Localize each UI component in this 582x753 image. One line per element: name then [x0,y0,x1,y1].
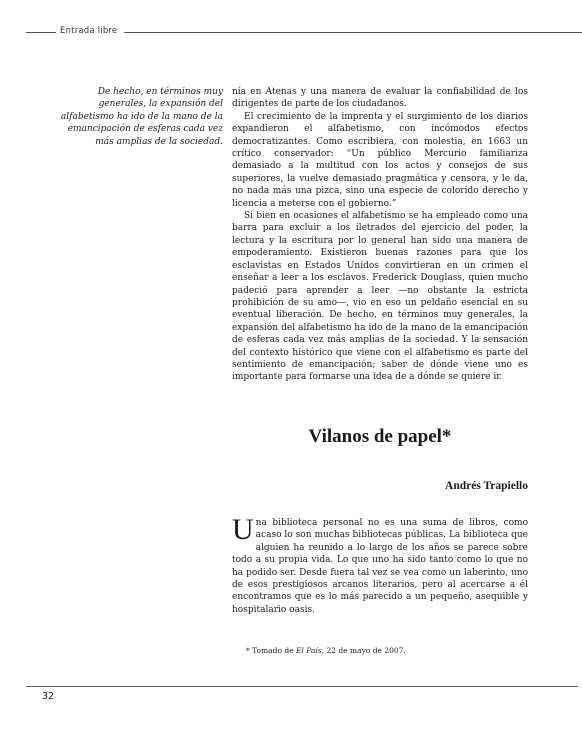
footnote [246,646,406,655]
footnote-prefix: * Tomado de [246,646,296,655]
pull-quote: De hecho, en términos muy generales, la expansión del alfabetismo ha ido de la mano de la emancipación de esferas cada vez más amplias de la sociedad. [60,87,223,147]
paragraph-1: nía en Atenas y una manera de evaluar la confiabilidad de los dirigentes de parte de los ciudadanos. [232,87,528,110]
header-rule-left [26,32,56,33]
paragraph-2: El crecimiento de la imprenta y el surgimiento de los diarios expandieron el alfabetismo, con incómodos efectos democratizantes. Como escribiera, con molestia, en 1663 un crítico conservador: “Un público Mercurio familiariza demasiado a la multitud con los actos y consejos de sus superiores, la vuelve demasiado pragmática y censora, y le da, no nada más una pizca, sino una especie de colorido derecho y licencia a meterse con el gobierno.” [232,111,528,209]
footnote-source: El País [295,646,322,655]
paragraph-3: Si bien en ocasiones el alfabetismo se ha empleado como una barra para excluir a los iletrados del ejercicio del poder, la lectura y la escritura por lo general han sido una manera de empoderamiento. Existieron buenas razones para que los esclavistas en Estados Unidos convirtieran en un crimen el enseñar a leer a los esclavos. Frederick Douglass, quien mucho padeció para aprender a leer —no obstante la estricta prohibición de su amo—, vio en eso un peldaño esencial en su eventual liberación. De hecho, en términos muy generales, la expansión del alfabetismo ha ido de la mano de la emancipación de esferas cada vez más amplias de la sociedad. Y la sensación del contexto histórico que viene con el alfabetismo es parte del sentimiento de emancipación; saber de dónde viene uno es importante para formarse una idea de a dónde se quiere ir. [232,211,528,383]
footer-rule [26,686,578,687]
page-number: 32 [42,691,55,702]
body-column-1 [232,86,528,384]
article-title: Vilanos de papel* [308,426,452,447]
article-author: Andrés Trapiello [445,480,528,492]
drop-cap: U [232,513,254,546]
article-body: na biblioteca personal no es una suma de libros, como acaso lo son muchas bibliotecas públicas. La biblioteca que alguien ha reunido a lo largo de los años se parece sobre todo a su propia vida. Lo que uno ha sido tanto como lo que no ha podido ser. Desde fuera tal vez se vea como un laberinto, uno de esos prestigiosos arcanos literarios, pero al acercarse a él encontramos que es lo más parecido a un pequeño, asequible y hospitalario oasis. [232,518,528,615]
header-rule-right [124,32,582,33]
footnote-suffix: , 22 de mayo de 2007. [321,646,406,655]
section-header: Entrada libre [60,26,118,36]
body-column-2 [232,513,528,616]
